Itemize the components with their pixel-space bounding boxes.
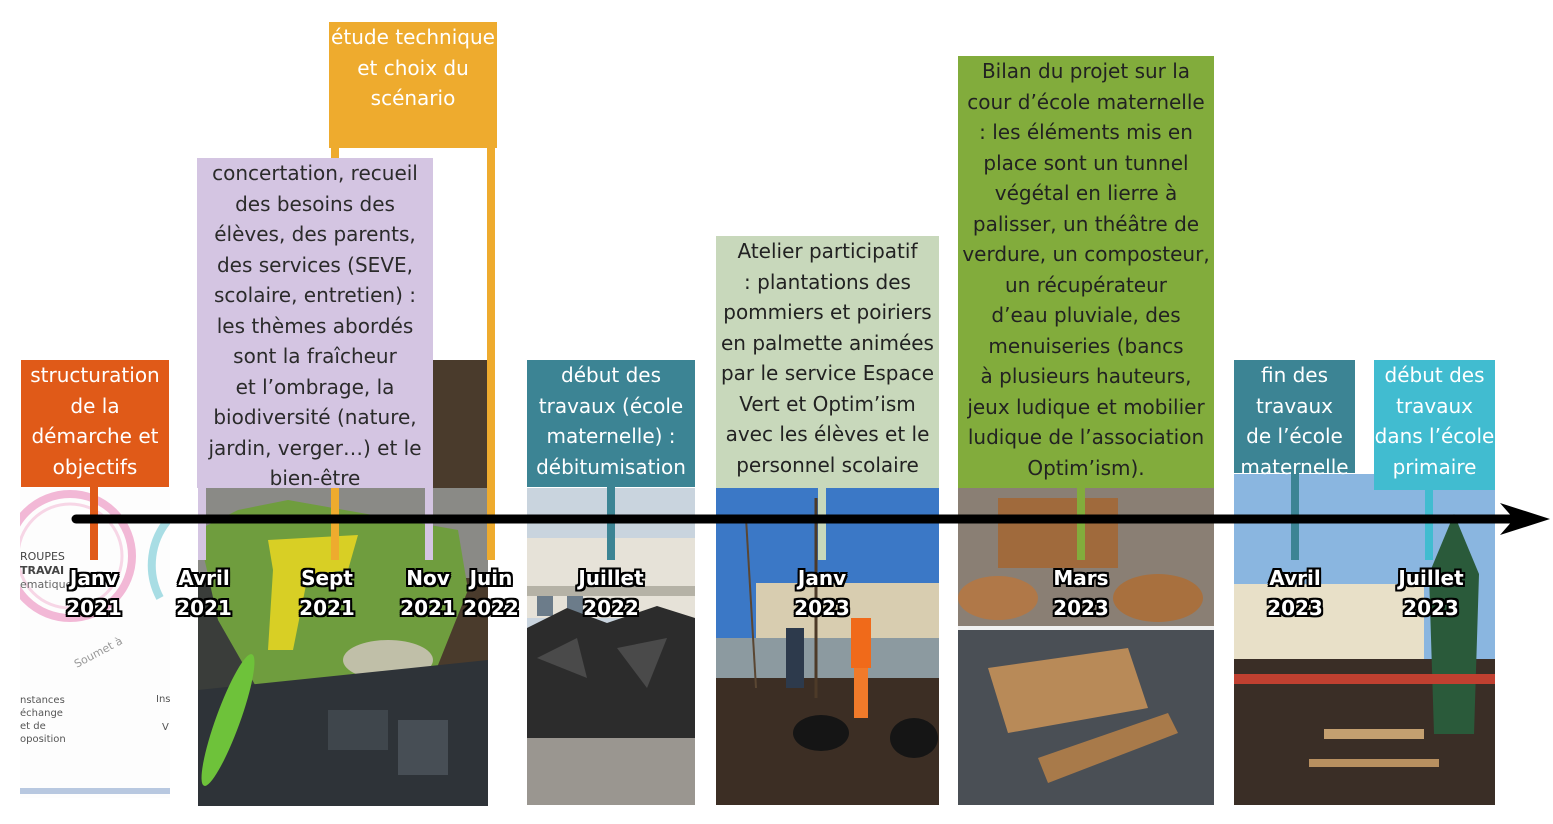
date-label-avril-2023: Avril 2023: [1267, 566, 1323, 620]
atelier-participatif-box: Atelier participatif : plantations des pommiers et poiriers en palmette animées par le service Espace Vert et Optim’ism avec les élèves et le personnel scolaire: [716, 236, 939, 488]
arc-label: Soumet à: [72, 634, 125, 671]
date-label-janv-2023: Janv 2023: [794, 566, 850, 620]
etude-technique-box: étude technique et choix du scénario: [329, 22, 497, 148]
structuration-box: structuration de la démarche et objectifs: [21, 360, 169, 487]
date-label-janv-2021: Janv 2021: [66, 566, 122, 620]
instances-label: nstances échange et de oposition: [20, 695, 66, 745]
debut-travaux-primaire-box: début des travaux dans l’école primaire: [1374, 360, 1495, 490]
groups-label: ROUPES TRAVAI ematiques: [20, 550, 79, 591]
date-label-avril-2021: Avril 2021: [176, 566, 232, 620]
date-label-juillet-2023: Juillet 2023: [1398, 566, 1464, 620]
fin-travaux-box: fin des travaux de l’école maternelle: [1234, 360, 1355, 473]
date-label-juin-2022: Juin 2022: [463, 566, 519, 620]
fragment-label-1: Ins: [156, 694, 170, 705]
bilan-projet-box: Bilan du projet sur la cour d’école maternelle : les éléments mis en place sont un tunnel végétal en lierre à palisser, un théâtre de verdure, un composteur, un récupérateur d’eau pluviale, des menuiseries (bancs à plusieurs hauteurs, jeux ludique et mobilier ludique de l’association Optim’ism).: [958, 56, 1214, 488]
date-label-juillet-2022: Juillet 2022: [578, 566, 644, 620]
concertation-box: concertation, recueil des besoins des élèves, des parents, des services (SEVE, scolaire, entretien) : les thèmes abordés sont la fraîcheur et l’ombrage, la biodiversité (nature, jardin, verger…) et le bien-être: [197, 158, 433, 488]
debut-travaux-maternelle-box: début des travaux (école maternelle) : débitumisation: [527, 360, 695, 487]
date-label-sept-2021: Sept 2021: [299, 566, 355, 620]
date-label-nov-2021: Nov 2021: [400, 566, 456, 620]
fragment-label-2: V: [162, 722, 169, 733]
date-label-mars-2023: Mars 2023: [1053, 566, 1109, 620]
